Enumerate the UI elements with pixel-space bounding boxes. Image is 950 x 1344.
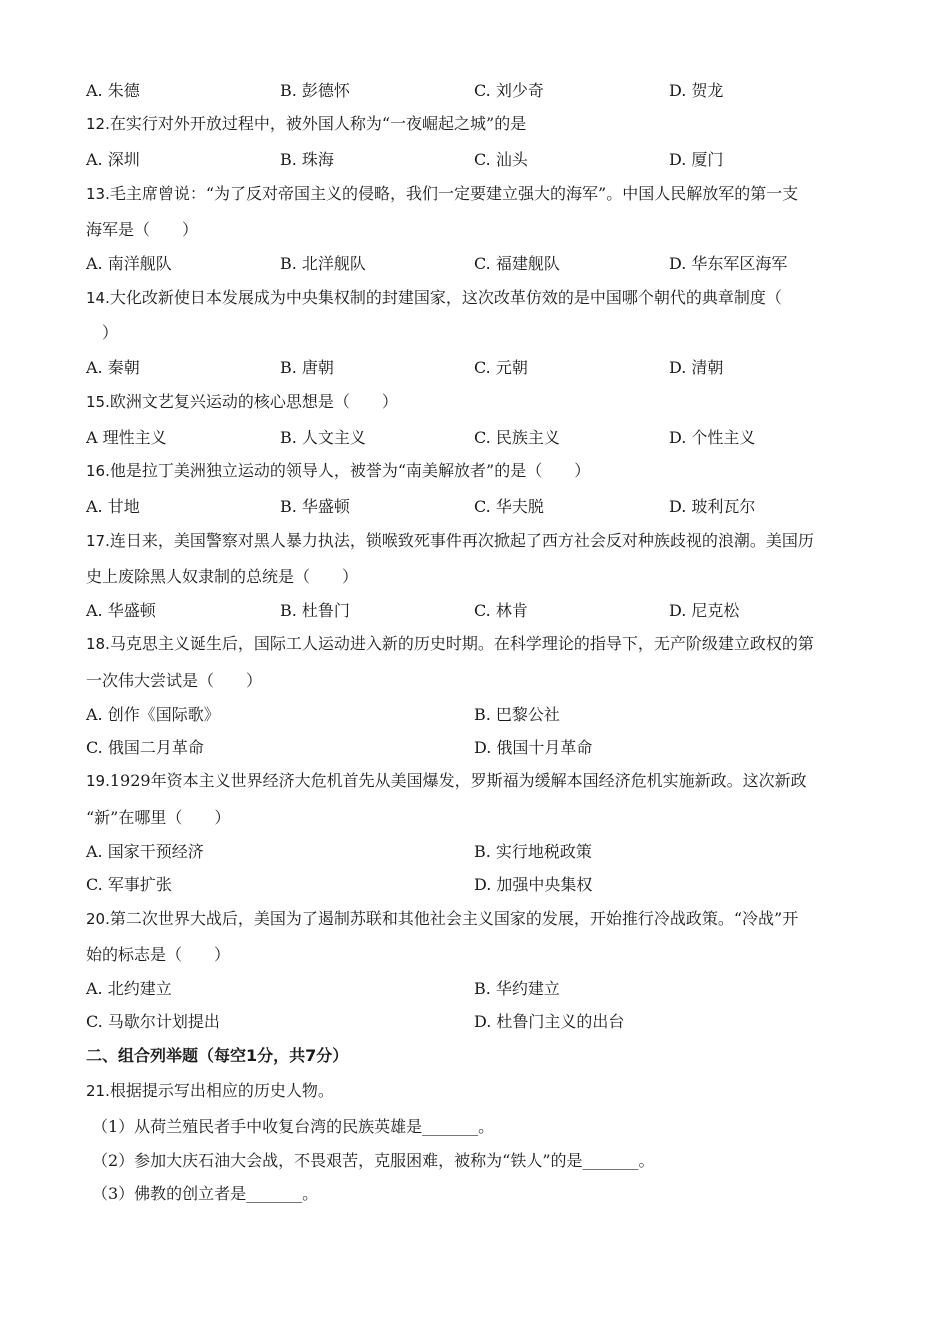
option: A. 国家干预经济 bbox=[86, 842, 204, 861]
question-text-cont: ） bbox=[86, 323, 119, 342]
fill-blank-item: （2）参加大庆石油大会战，不畏艰苦，克服困难，被称为“铁人”的是_______。 bbox=[92, 1151, 655, 1170]
option: A 理性主义 bbox=[86, 428, 167, 447]
option: D. 贺龙 bbox=[669, 81, 724, 100]
option: C. 民族主义 bbox=[474, 428, 560, 447]
question-text-cont: 海军是（ ） bbox=[86, 220, 199, 239]
option: A. 创作《国际歌》 bbox=[86, 705, 220, 724]
question-text: 毛主席曾说：“为了反对帝国主义的侵略，我们一定要建立强大的海军”。中国人民解放军的第一支 bbox=[109, 184, 799, 203]
option: C. 林肯 bbox=[474, 601, 528, 620]
option: D. 个性主义 bbox=[669, 428, 756, 447]
fill-blank-item: （1）从荷兰殖民者手中收复台湾的民族英雄是_______。 bbox=[92, 1117, 495, 1136]
question-text-cont: 一次伟大尝试是（ ） bbox=[86, 671, 263, 690]
question-number: 12. bbox=[86, 115, 110, 133]
option: D. 清朝 bbox=[669, 358, 724, 377]
option: C. 汕头 bbox=[474, 150, 528, 169]
question-text: 1929年资本主义世界经济大危机首先从美国爆发，罗斯福为缓解本国经济危机实施新政。这次新政 bbox=[109, 771, 807, 790]
option: A. 朱德 bbox=[86, 81, 140, 100]
option: C. 马歇尔计划提出 bbox=[86, 1012, 220, 1031]
option: C. 刘少奇 bbox=[474, 81, 544, 100]
option: C. 军事扩张 bbox=[86, 875, 172, 894]
section-heading: 二、组合列举题（每空1分，共7分） bbox=[86, 1046, 349, 1065]
question-stem bbox=[86, 183, 860, 205]
option: A. 甘地 bbox=[86, 497, 140, 516]
question-text: 他是拉丁美洲独立运动的领导人，被誉为“南美解放者”的是（ ） bbox=[109, 461, 591, 480]
option: D. 尼克松 bbox=[669, 601, 740, 620]
option: B. 巴黎公社 bbox=[474, 705, 560, 724]
option: A. 秦朝 bbox=[86, 358, 140, 377]
question-text-cont: “新”在哪里（ ） bbox=[86, 808, 231, 827]
option: D. 玻利瓦尔 bbox=[669, 497, 756, 516]
question-stem bbox=[86, 287, 860, 309]
option: B. 唐朝 bbox=[280, 358, 334, 377]
question-number: 15. bbox=[86, 393, 110, 411]
question-text: 大化改新使日本发展成为中央集权制的封建国家，这次改革仿效的是中国哪个朝代的典章制度（ bbox=[109, 288, 782, 307]
question-number: 18. bbox=[86, 635, 110, 653]
question-stem bbox=[86, 113, 860, 135]
question-text-cont: 史上废除黑人奴隶制的总统是（ ） bbox=[86, 567, 359, 586]
option: B. 珠海 bbox=[280, 150, 334, 169]
question-text: 欧洲文艺复兴运动的核心思想是（ ） bbox=[109, 392, 398, 411]
question-stem bbox=[86, 530, 860, 552]
question-text: 在实行对外开放过程中，被外国人称为“一夜崛起之城”的是 bbox=[109, 114, 527, 133]
question-number: 17. bbox=[86, 532, 110, 550]
option: A. 深圳 bbox=[86, 150, 140, 169]
option: D. 加强中央集权 bbox=[474, 875, 593, 894]
option: B. 实行地税政策 bbox=[474, 842, 592, 861]
question-text: 根据提示写出相应的历史人物。 bbox=[109, 1081, 334, 1100]
option: D. 杜鲁门主义的出台 bbox=[474, 1012, 625, 1031]
question-number: 14. bbox=[86, 289, 110, 307]
option: B. 北洋舰队 bbox=[280, 254, 366, 273]
question-stem bbox=[86, 391, 860, 413]
option: C. 俄国二月革命 bbox=[86, 738, 204, 757]
question-text: 马克思主义诞生后，国际工人运动进入新的历史时期。在科学理论的指导下，无产阶级建立政权的第 bbox=[109, 634, 814, 653]
option: C. 华夫脱 bbox=[474, 497, 544, 516]
question-number: 13. bbox=[86, 185, 110, 203]
option: C. 福建舰队 bbox=[474, 254, 560, 273]
question-number: 16. bbox=[86, 462, 110, 480]
question-stem bbox=[86, 1080, 860, 1102]
fill-blank-item: （3）佛教的创立者是_______。 bbox=[92, 1184, 319, 1203]
option: D. 厦门 bbox=[669, 150, 724, 169]
question-stem bbox=[86, 633, 860, 655]
option: B. 华盛顿 bbox=[280, 497, 350, 516]
question-number: 20. bbox=[86, 910, 110, 928]
option: D. 俄国十月革命 bbox=[474, 738, 593, 757]
option: A. 北约建立 bbox=[86, 979, 172, 998]
option: B. 人文主义 bbox=[280, 428, 366, 447]
option: D. 华东军区海军 bbox=[669, 254, 788, 273]
question-stem bbox=[86, 908, 860, 930]
option: B. 杜鲁门 bbox=[280, 601, 350, 620]
question-text: 第二次世界大战后，美国为了遏制苏联和其他社会主义国家的发展，开始推行冷战政策。“冷战”开 bbox=[109, 909, 799, 928]
question-text-cont: 始的标志是（ ） bbox=[86, 945, 231, 964]
question-stem bbox=[86, 460, 860, 482]
question-stem bbox=[86, 770, 860, 792]
question-number: 19. bbox=[86, 772, 110, 790]
question-number: 21. bbox=[86, 1082, 110, 1100]
option: B. 彭德怀 bbox=[280, 81, 350, 100]
question-text: 连日来，美国警察对黑人暴力执法，锁喉致死事件再次掀起了西方社会反对种族歧视的浪潮。美国历 bbox=[109, 531, 814, 550]
option: A. 南洋舰队 bbox=[86, 254, 172, 273]
option: B. 华约建立 bbox=[474, 979, 560, 998]
option: A. 华盛顿 bbox=[86, 601, 156, 620]
option: C. 元朝 bbox=[474, 358, 528, 377]
